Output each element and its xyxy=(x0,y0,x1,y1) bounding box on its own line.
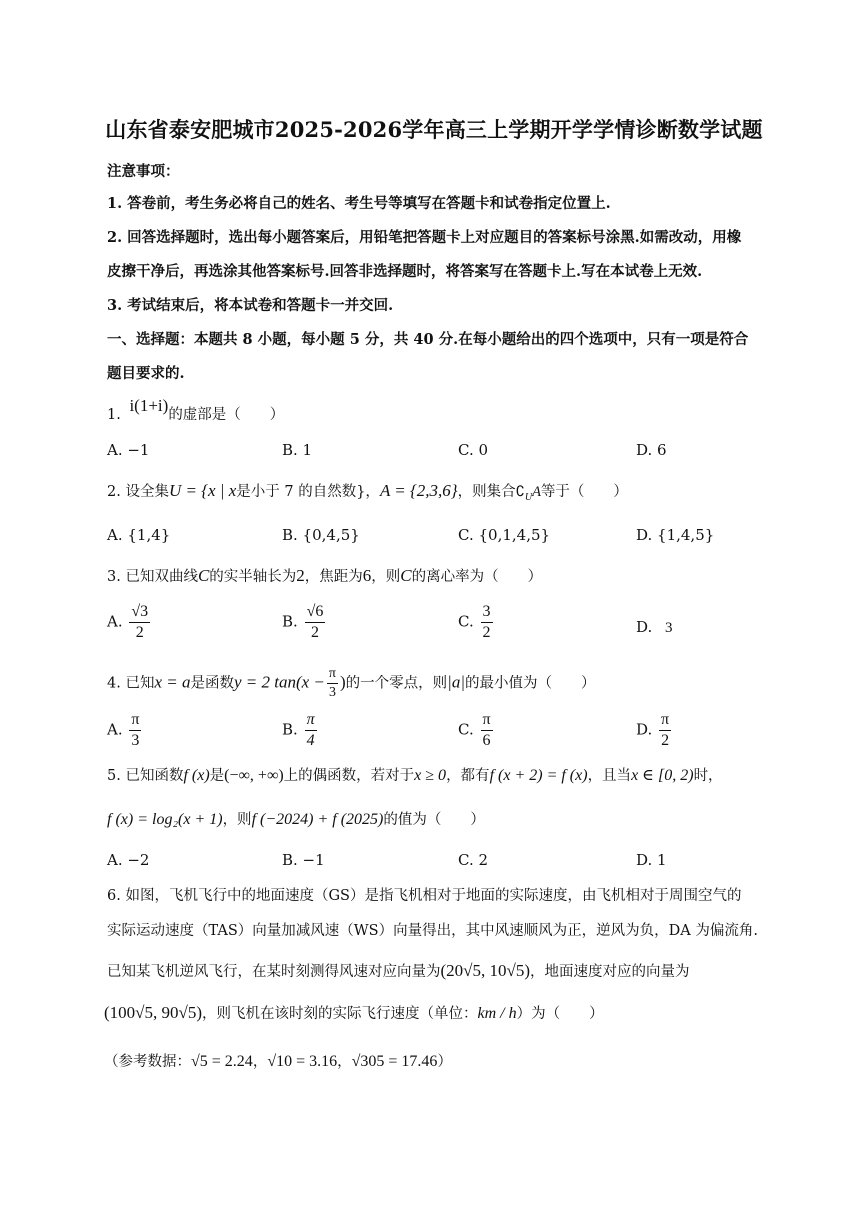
q3-text-4: ，则 xyxy=(371,569,401,585)
q4-option-c-label: C. xyxy=(458,720,474,739)
q6-reference-1: √5 = 2.24 xyxy=(191,1053,253,1070)
note-2-line2: 皮擦干净后，再选涂其他答案标号.回答非选择题时，将答案写在答题卡上.写在本试卷上无效. xyxy=(107,263,703,280)
q5-text-2: 是 xyxy=(209,768,225,784)
q3-text-1: 3. 已知双曲线 xyxy=(107,569,198,585)
question-6-line4 xyxy=(104,1002,604,1023)
q4-option-d[interactable] xyxy=(636,712,673,749)
q1-option-b[interactable]: B. 1 xyxy=(282,441,313,459)
q4-text-2: 是函数 xyxy=(190,675,234,692)
q6-reference-2: √10 = 3.16 xyxy=(267,1053,338,1070)
q5-text-5: ，且当 xyxy=(587,768,632,784)
q5-text-8: 的值为（ ） xyxy=(383,812,485,828)
q3-option-a-label: A. xyxy=(107,612,123,631)
q5-text-3: 上的偶函数，若对于 xyxy=(283,768,415,784)
question-6-line1: 6. 如图，飞机飞行中的地面速度（GS）是指飞机相对于地面的实际速度，由飞机相对于周围空气的 xyxy=(107,888,742,904)
q6-text-3: 已知某飞机逆风飞行，在某时刻测得风速对应向量为 xyxy=(107,964,441,980)
q3-option-b-num: √6 xyxy=(305,604,326,623)
question-5-line1 xyxy=(107,764,723,785)
q4-option-a-den: 3 xyxy=(131,732,140,749)
q5-definition: f (x) = log₂(x + 1) xyxy=(107,811,223,828)
q2-set-u: U = {x | x xyxy=(168,481,237,500)
q3-option-b-label: B. xyxy=(282,612,298,631)
q3-text-2: 的实半轴长为 xyxy=(209,569,297,585)
q4-function-den: 3 xyxy=(328,685,336,700)
q4-text-3: 的一个零点，则 xyxy=(345,675,448,692)
q6-text-4b: ）为（ ） xyxy=(516,1006,604,1022)
q3-option-c-label: C. xyxy=(458,612,474,631)
question-6-line3 xyxy=(107,960,689,981)
q6-text-3b: ，地面速度对应的向量为 xyxy=(529,964,690,980)
q1-text: 的虚部是（ ） xyxy=(168,407,285,423)
q3-curve-c: C xyxy=(197,566,210,585)
q2-text-2: 是小于 7 的自然数}， xyxy=(236,484,380,500)
q4-function-prefix: y = 2 tan(x − xyxy=(233,672,325,692)
q1-number: 1. xyxy=(107,407,121,423)
q5-option-c[interactable]: C. 2 xyxy=(458,851,489,869)
q5-option-d[interactable]: D. 1 xyxy=(636,851,667,869)
q4-text-4: 的最小值为（ ） xyxy=(465,675,596,692)
q2-set-a-ref: A xyxy=(532,484,541,500)
q3-option-c-den: 2 xyxy=(482,624,491,641)
q1-option-a[interactable]: A. −1 xyxy=(107,441,150,459)
q2-complement-subscript: U xyxy=(524,491,533,503)
note-2-line1: 2. 回答选择题时，选出每小题答案后，用铅笔把答题卡上对应题目的答案标号涂黑.如需改动，用橡 xyxy=(107,229,742,246)
q2-complement-symbol: ∁ xyxy=(515,484,525,500)
note-3: 3. 考试结束后，将本试卷和答题卡一并交回. xyxy=(107,297,394,314)
q2-text-1: 2. 设全集 xyxy=(107,484,169,500)
q5-condition: x ≥ 0 xyxy=(414,767,447,784)
exam-title: 山东省泰安肥城市2025-2026学年高三上学期开学学情诊断数学试题 xyxy=(105,117,763,142)
q4-option-c[interactable] xyxy=(458,712,495,749)
q4-x-equals-a: x = a xyxy=(154,672,191,692)
q4-option-d-den: 2 xyxy=(661,732,670,749)
q5-periodicity: f (x + 2) = f (x) xyxy=(489,767,588,784)
question-2 xyxy=(107,480,628,503)
q4-option-b-num: π xyxy=(305,712,317,731)
q3-text-3: ，焦距为 xyxy=(304,569,363,585)
q3-option-c[interactable] xyxy=(458,604,495,641)
q5-interval: (−∞, +∞) xyxy=(224,767,284,784)
q4-option-d-num: π xyxy=(659,712,671,731)
q4-option-a-label: A. xyxy=(107,720,123,739)
q4-function-num: π xyxy=(327,667,338,684)
q5-text-6: 时， xyxy=(693,768,723,784)
q5-text-7: ，则 xyxy=(222,812,252,828)
q5-option-a[interactable]: A. −2 xyxy=(107,851,150,869)
q6-text-4: ，则飞机在该时刻的实际飞行速度（单位： xyxy=(201,1006,478,1022)
question-4 xyxy=(107,667,596,700)
q3-curve-c-ref: C xyxy=(400,566,412,585)
q2-option-c[interactable]: C. {0,1,4,5} xyxy=(458,526,551,544)
q5-text-4: ，都有 xyxy=(446,768,490,784)
question-3 xyxy=(107,565,542,586)
q6-reference-prefix: （参考数据： xyxy=(104,1054,191,1070)
q3-option-d[interactable] xyxy=(636,618,673,637)
q2-option-a[interactable]: A. {1,4} xyxy=(107,526,171,544)
q3-option-a[interactable] xyxy=(107,604,152,641)
q6-reference-suffix: ） xyxy=(437,1054,452,1070)
q4-function-suffix: ) xyxy=(339,672,346,692)
q4-option-b[interactable] xyxy=(282,712,319,749)
q5-text-1: 5. 已知函数 xyxy=(107,768,184,784)
q4-option-b-den: 4 xyxy=(306,732,315,749)
q3-option-d-value: 3 xyxy=(665,620,673,636)
q3-text-5: 的离心率为（ ） xyxy=(411,569,543,585)
q1-option-c[interactable]: C. 0 xyxy=(458,441,489,459)
q2-option-d[interactable]: D. {1,4,5} xyxy=(636,526,715,544)
q2-option-b[interactable]: B. {0,4,5} xyxy=(282,526,360,544)
q4-option-b-label: B. xyxy=(282,720,298,739)
q4-option-a[interactable] xyxy=(107,712,143,749)
q2-set-a: A = {2,3,6} xyxy=(379,481,458,500)
q4-text-1: 4. 已知 xyxy=(107,675,155,692)
q5-option-b[interactable]: B. −1 xyxy=(282,851,325,869)
q1-option-d[interactable]: D. 6 xyxy=(636,441,667,459)
q2-text-3: ，则集合 xyxy=(457,484,516,500)
q3-option-b[interactable] xyxy=(282,604,327,641)
q6-unit: km / h xyxy=(477,1005,517,1022)
question-6-reference: （参考数据：√5 = 2.24，√10 = 3.16，√305 = 17.46） xyxy=(104,1053,452,1070)
q3-option-b-den: 2 xyxy=(310,624,319,641)
q3-focal-distance: 6 xyxy=(362,566,372,585)
q4-option-d-label: D. xyxy=(636,720,653,739)
section-heading-line1: 一、选择题：本题共 8 小题，每小题 5 分，共 40 分.在每小题给出的四个选项中，只有一项是符合 xyxy=(107,331,749,348)
q5-fx: f (x) xyxy=(183,767,210,784)
q4-option-c-den: 6 xyxy=(482,732,491,749)
q3-option-a-den: 2 xyxy=(135,624,144,641)
q5-domain: x ∈ [0, 2) xyxy=(631,767,694,784)
q3-option-d-label: D. xyxy=(636,618,653,636)
q2-text-4: 等于（ ） xyxy=(540,484,628,500)
q4-abs-a: |a| xyxy=(447,672,466,692)
question-6-line2: 实际运动速度（TAS）向量加减风速（WS）向量得出，其中风速顺风为正，逆风为负，DA 为偏流角. xyxy=(107,923,758,939)
q3-semi-axis: 2 xyxy=(296,566,305,585)
section-heading-line2: 题目要求的. xyxy=(107,365,185,382)
q6-wind-vector: (20√5, 10√5) xyxy=(440,961,530,980)
q4-option-a-num: π xyxy=(129,712,141,731)
q3-option-a-num: √3 xyxy=(129,604,150,623)
question-1 xyxy=(107,396,285,424)
q4-option-c-num: π xyxy=(481,712,493,731)
q5-sum-expression: f (−2024) + f (2025) xyxy=(251,811,384,828)
note-1: 1. 答卷前，考生务必将自己的姓名、考生号等填写在答题卡和试卷指定位置上. xyxy=(107,195,611,212)
question-5-line2 xyxy=(107,808,485,829)
q1-expression: i(1+i) xyxy=(129,396,169,415)
q6-ground-vector: (100√5, 90√5) xyxy=(104,1003,202,1022)
q6-reference-3: √305 = 17.46 xyxy=(351,1053,438,1070)
notes-heading: 注意事项： xyxy=(107,163,180,180)
q3-option-c-num: 3 xyxy=(481,604,493,623)
